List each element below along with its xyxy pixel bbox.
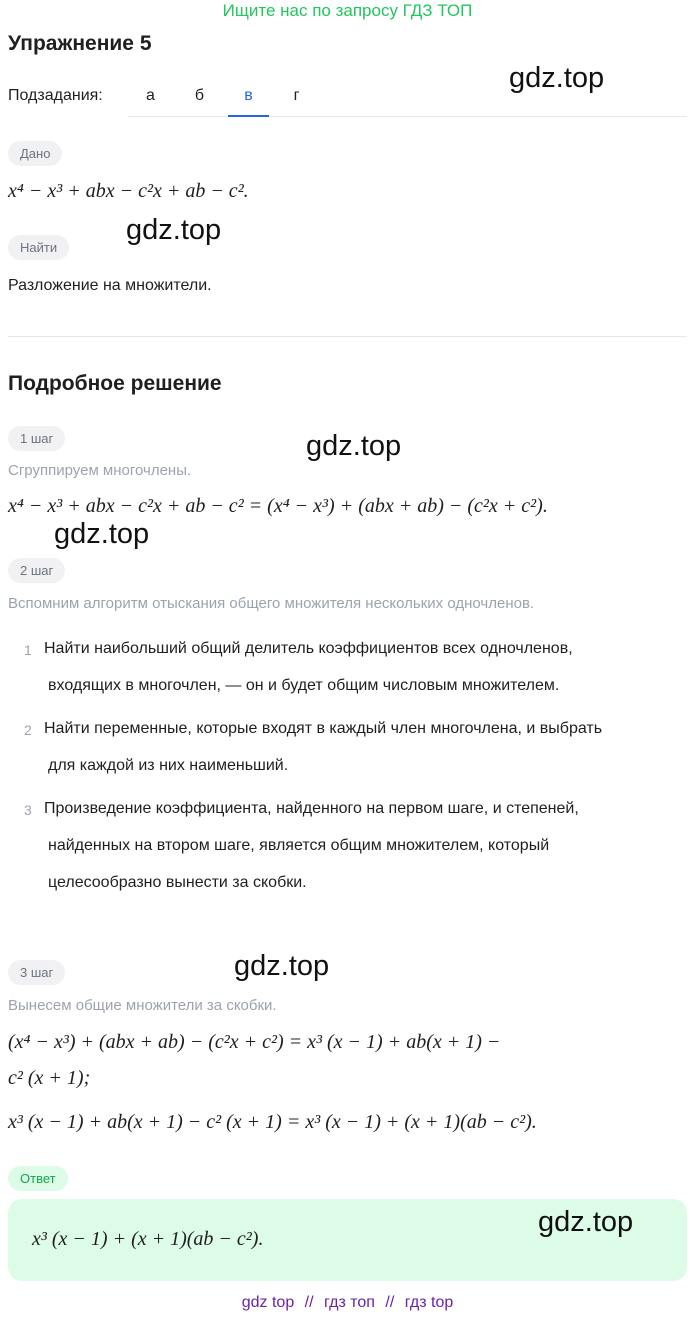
watermark: gdz.top [306, 430, 402, 462]
step3-description: Вынесем общие множители за скобки. [8, 997, 277, 1014]
subtasks-label: Подзадания: [8, 87, 103, 104]
answer-badge: Ответ [8, 1166, 68, 1191]
list-item-text: Произведение коэффициента, найденного на первом шаге, и степеней, [44, 800, 579, 817]
list-item-number: 3 [24, 802, 32, 818]
list-item-text: входящих в многочлен, — он и будет общим числовым множителем. [48, 677, 560, 694]
algorithm-list [24, 630, 684, 912]
watermark: gdz.top [509, 62, 605, 94]
footer-links [0, 1294, 695, 1312]
answer-expression: x³ (x − 1) + (x + 1)(ab − c²). [32, 1228, 264, 1250]
step1-badge: 1 шаг [8, 426, 65, 451]
list-item [24, 712, 684, 792]
watermark: gdz.top [234, 950, 330, 982]
exercise-title: Упражнение 5 [8, 32, 152, 55]
solution-title: Подробное решение [8, 372, 222, 395]
step1-description: Сгруппируем многочлены. [8, 462, 192, 479]
list-item-text: целесообразно вынести за скобки. [48, 874, 307, 891]
list-item-number: 1 [24, 642, 32, 658]
find-badge: Найти [8, 235, 69, 260]
tab-b[interactable]: б [194, 87, 205, 104]
list-item [24, 630, 684, 712]
footer-link[interactable]: гдз top [404, 1294, 454, 1311]
list-item [24, 792, 684, 912]
watermark: gdz.top [538, 1206, 634, 1238]
find-text: Разложение на множители. [8, 277, 212, 294]
step2-badge: 2 шаг [8, 558, 65, 583]
given-expression: x⁴ − x³ + abx − c²x + ab − c². [8, 180, 249, 202]
footer-link[interactable]: гдз топ [324, 1294, 375, 1311]
list-item-number: 2 [24, 722, 32, 738]
step1-expression: x⁴ − x³ + abx − c²x + ab − c² = (x⁴ − x³) + (abx + ab) − (c²x + c²). [8, 495, 548, 517]
step3-expression-2: x³ (x − 1) + ab(x + 1) − c² (x + 1) = x³ (x − 1) + (x + 1)(ab − c²). [8, 1111, 537, 1133]
step3-expression-1: (x⁴ − x³) + (abx + ab) − (c²x + c²) = x³ (x − 1) + ab(x + 1) − [8, 1031, 501, 1053]
footer-separator: // [385, 1294, 395, 1311]
tab-g[interactable]: г [293, 87, 300, 104]
list-item-text: найденных на втором шаге, является общим множителем, который [48, 837, 550, 854]
footer-separator: // [304, 1294, 314, 1311]
tab-a[interactable]: а [146, 87, 155, 104]
given-badge: Дано [8, 141, 62, 166]
watermark: gdz.top [54, 518, 150, 550]
footer-link[interactable]: gdz top [241, 1294, 295, 1311]
promo-banner[interactable]: Ищите нас по запросу ГДЗ ТОП [222, 1, 473, 20]
list-item-text: для каждой из них наименьший. [48, 757, 289, 774]
step3-expression-1-cont: c² (x + 1); [8, 1067, 91, 1089]
step3-badge: 3 шаг [8, 960, 65, 985]
list-item-text: Найти наибольший общий делитель коэффициентов всех одночленов, [44, 640, 573, 657]
tab-v[interactable]: в [228, 76, 269, 117]
watermark: gdz.top [126, 214, 222, 246]
section-divider [8, 336, 687, 337]
list-item-text: Найти переменные, которые входят в каждый член многочлена, и выбрать [44, 720, 603, 737]
step2-description: Вспомним алгоритм отыскания общего множителя нескольких одночленов. [8, 595, 535, 612]
